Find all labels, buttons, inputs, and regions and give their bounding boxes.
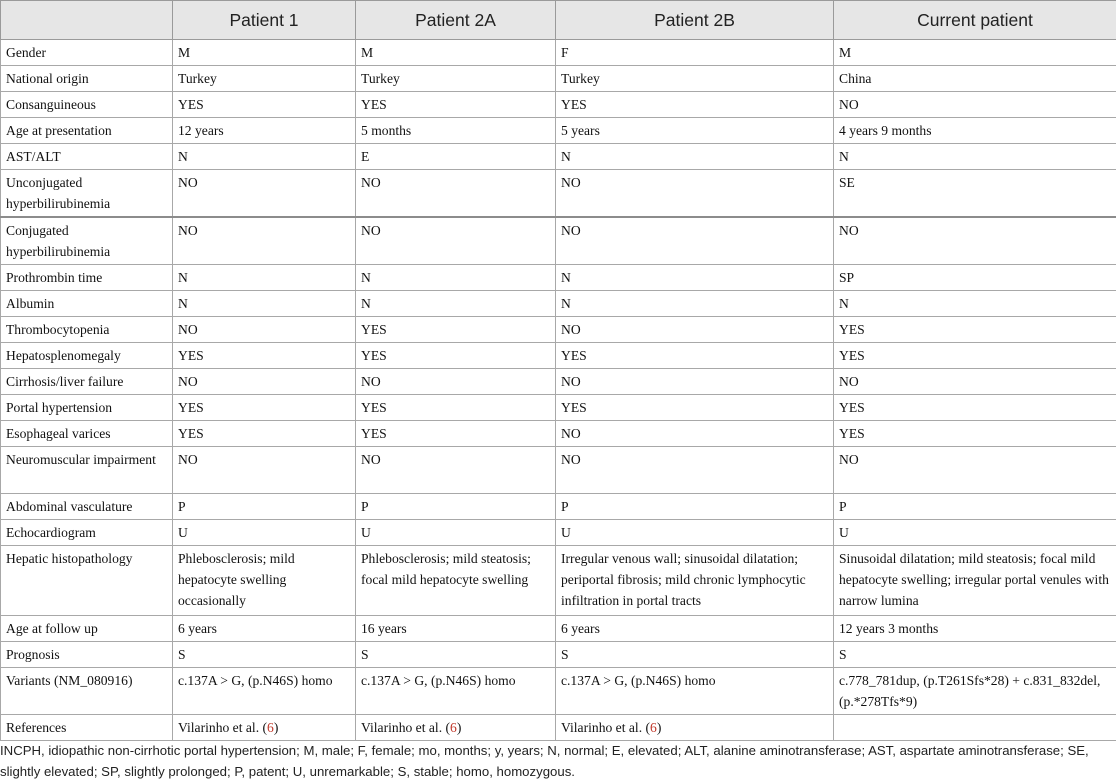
cell-patient-2b: NO — [556, 421, 834, 447]
cell-current-patient: China — [834, 66, 1116, 92]
cell-current-patient: N — [834, 144, 1116, 170]
row-label: References — [1, 715, 173, 741]
cell-patient-1: 6 years — [173, 616, 356, 642]
table-footnote: INCPH, idiopathic non-cirrhotic portal hypertension; M, male; F, female; mo, months; y, years; N, normal; E, elevated; ALT, alanine aminotransferase; AST, aspartate aminotransferase; SE, slightly elevated; SP, slightly prolonged; P, patent; U, unremarkable; S, stable; homo, homozygous. — [0, 743, 1089, 779]
cell-patient-2a: NO — [356, 447, 556, 494]
reference-link[interactable]: 6 — [267, 720, 274, 735]
cell-current-patient: SE — [834, 170, 1116, 218]
table-row — [1, 217, 1116, 265]
cell-patient-2a: YES — [356, 421, 556, 447]
cell-patient-1: YES — [173, 343, 356, 369]
row-label: Portal hypertension — [1, 395, 173, 421]
cell-patient-2b: P — [556, 494, 834, 520]
cell-patient-2b: N — [556, 291, 834, 317]
cell-patient-2a: YES — [356, 92, 556, 118]
cell-current-patient: YES — [834, 317, 1116, 343]
cell-patient-2a: Phlebosclerosis; mild steatosis; focal mild hepatocyte swelling — [356, 546, 556, 616]
cell-patient-1: Turkey — [173, 66, 356, 92]
header-row — [1, 1, 1116, 40]
reference-link[interactable]: 6 — [450, 720, 457, 735]
row-label: Gender — [1, 40, 173, 66]
cell-patient-1: NO — [173, 317, 356, 343]
cell-patient-1: Phlebosclerosis; mild hepatocyte swelling occasionally — [173, 546, 356, 616]
cell-patient-1: NO — [173, 217, 356, 265]
cell-patient-2a: NO — [356, 217, 556, 265]
table-row — [1, 92, 1116, 118]
cell-patient-2a: P — [356, 494, 556, 520]
cell-patient-2b: Vilarinho et al. (6) — [556, 715, 834, 741]
row-label: Conjugated hyperbilirubinemia — [1, 217, 173, 265]
cell-patient-2b: NO — [556, 217, 834, 265]
cell-patient-1: NO — [173, 447, 356, 494]
cell-patient-2a: 16 years — [356, 616, 556, 642]
row-label: National origin — [1, 66, 173, 92]
cell-patient-1: U — [173, 520, 356, 546]
cell-patient-2b: F — [556, 40, 834, 66]
cell-current-patient: N — [834, 291, 1116, 317]
cell-current-patient: Sinusoidal dilatation; mild steatosis; focal mild hepatocyte swelling; irregular portal venules with narrow lumina — [834, 546, 1116, 616]
cell-current-patient: NO — [834, 217, 1116, 265]
cell-current-patient: 4 years 9 months — [834, 118, 1116, 144]
row-label: Prognosis — [1, 642, 173, 668]
reference-link[interactable]: 6 — [650, 720, 657, 735]
cell-patient-1: Vilarinho et al. (6) — [173, 715, 356, 741]
cell-patient-2b: 6 years — [556, 616, 834, 642]
cell-patient-1: M — [173, 40, 356, 66]
cell-current-patient: NO — [834, 92, 1116, 118]
cell-patient-2b: S — [556, 642, 834, 668]
cell-current-patient: c.778_781dup, (p.T261Sfs*28) + c.831_832del, (p.*278Tfs*9) — [834, 668, 1116, 715]
cell-patient-2a: U — [356, 520, 556, 546]
row-label: Neuromuscular impairment — [1, 447, 173, 494]
row-label: Consanguineous — [1, 92, 173, 118]
cell-patient-2b: YES — [556, 343, 834, 369]
cell-patient-1: N — [173, 144, 356, 170]
table-row — [1, 494, 1116, 520]
row-label: Age at presentation — [1, 118, 173, 144]
reference-text: Vilarinho et al. — [361, 720, 443, 735]
cell-patient-1: NO — [173, 170, 356, 218]
cell-patient-2b: YES — [556, 395, 834, 421]
cell-patient-1: P — [173, 494, 356, 520]
row-label: Variants (NM_080916) — [1, 668, 173, 715]
table-row — [1, 291, 1116, 317]
cell-patient-2b: NO — [556, 170, 834, 218]
cell-patient-2b: N — [556, 265, 834, 291]
header-blank — [1, 1, 173, 40]
cell-patient-2b: NO — [556, 317, 834, 343]
cell-patient-2a: 5 months — [356, 118, 556, 144]
cell-patient-2b: c.137A > G, (p.N46S) homo — [556, 668, 834, 715]
cell-patient-1: N — [173, 265, 356, 291]
cell-patient-2a: YES — [356, 317, 556, 343]
cell-current-patient: 12 years 3 months — [834, 616, 1116, 642]
table-row — [1, 546, 1116, 616]
cell-patient-2b: U — [556, 520, 834, 546]
cell-patient-2a: NO — [356, 170, 556, 218]
table-row — [1, 642, 1116, 668]
table-row — [1, 421, 1116, 447]
cell-current-patient: YES — [834, 343, 1116, 369]
cell-current-patient: S — [834, 642, 1116, 668]
header-patient-2a: Patient 2A — [356, 1, 556, 40]
table-row — [1, 668, 1116, 715]
cell-patient-2a: c.137A > G, (p.N46S) homo — [356, 668, 556, 715]
row-label: Cirrhosis/liver failure — [1, 369, 173, 395]
cell-patient-2a: Vilarinho et al. (6) — [356, 715, 556, 741]
cell-current-patient: P — [834, 494, 1116, 520]
table-row — [1, 520, 1116, 546]
cell-patient-2a: Turkey — [356, 66, 556, 92]
cell-patient-2b: Turkey — [556, 66, 834, 92]
cell-patient-1: YES — [173, 421, 356, 447]
cell-patient-2a: E — [356, 144, 556, 170]
table-row — [1, 616, 1116, 642]
table-row — [1, 317, 1116, 343]
row-label: Abdominal vasculature — [1, 494, 173, 520]
cell-patient-1: NO — [173, 369, 356, 395]
table-row — [1, 265, 1116, 291]
cell-patient-2a: M — [356, 40, 556, 66]
cell-patient-2b: YES — [556, 92, 834, 118]
row-label: Age at follow up — [1, 616, 173, 642]
cell-patient-1: YES — [173, 92, 356, 118]
cell-patient-2b: N — [556, 144, 834, 170]
cell-patient-2b: NO — [556, 447, 834, 494]
table-row — [1, 447, 1116, 494]
header-patient-1: Patient 1 — [173, 1, 356, 40]
cell-patient-2b: 5 years — [556, 118, 834, 144]
cell-current-patient: SP — [834, 265, 1116, 291]
cell-current-patient: YES — [834, 395, 1116, 421]
row-label: AST/ALT — [1, 144, 173, 170]
table-row — [1, 118, 1116, 144]
table-row — [1, 369, 1116, 395]
cell-patient-2a: N — [356, 291, 556, 317]
row-label: Unconjugated hyperbilirubinemia — [1, 170, 173, 218]
reference-text: Vilarinho et al. — [178, 720, 260, 735]
row-label: Esophageal varices — [1, 421, 173, 447]
cell-current-patient: YES — [834, 421, 1116, 447]
row-label: Albumin — [1, 291, 173, 317]
cell-patient-2a: YES — [356, 395, 556, 421]
table-row — [1, 66, 1116, 92]
row-label: Prothrombin time — [1, 265, 173, 291]
row-label: Hepatosplenomegaly — [1, 343, 173, 369]
cell-current-patient: NO — [834, 447, 1116, 494]
cell-current-patient — [834, 715, 1116, 741]
cell-patient-2a: YES — [356, 343, 556, 369]
table-row — [1, 170, 1116, 218]
cell-patient-1: YES — [173, 395, 356, 421]
cell-patient-1: 12 years — [173, 118, 356, 144]
table-row — [1, 343, 1116, 369]
cell-patient-1: N — [173, 291, 356, 317]
row-label: Hepatic histopathology — [1, 546, 173, 616]
cell-patient-2b: Irregular venous wall; sinusoidal dilatation; periportal fibrosis; mild chronic lymphocytic infiltration in portal tracts — [556, 546, 834, 616]
header-patient-2b: Patient 2B — [556, 1, 834, 40]
cell-patient-1: c.137A > G, (p.N46S) homo — [173, 668, 356, 715]
table-row — [1, 715, 1116, 741]
cell-patient-2a: N — [356, 265, 556, 291]
cell-patient-1: S — [173, 642, 356, 668]
cell-current-patient: M — [834, 40, 1116, 66]
cell-patient-2a: NO — [356, 369, 556, 395]
row-label: Thrombocytopenia — [1, 317, 173, 343]
cell-current-patient: U — [834, 520, 1116, 546]
table-row — [1, 144, 1116, 170]
table-row — [1, 40, 1116, 66]
row-label: Echocardiogram — [1, 520, 173, 546]
header-current-patient: Current patient — [834, 1, 1116, 40]
cell-patient-2b: NO — [556, 369, 834, 395]
cell-current-patient: NO — [834, 369, 1116, 395]
reference-text: Vilarinho et al. — [561, 720, 643, 735]
table-row — [1, 395, 1116, 421]
cell-patient-2a: S — [356, 642, 556, 668]
